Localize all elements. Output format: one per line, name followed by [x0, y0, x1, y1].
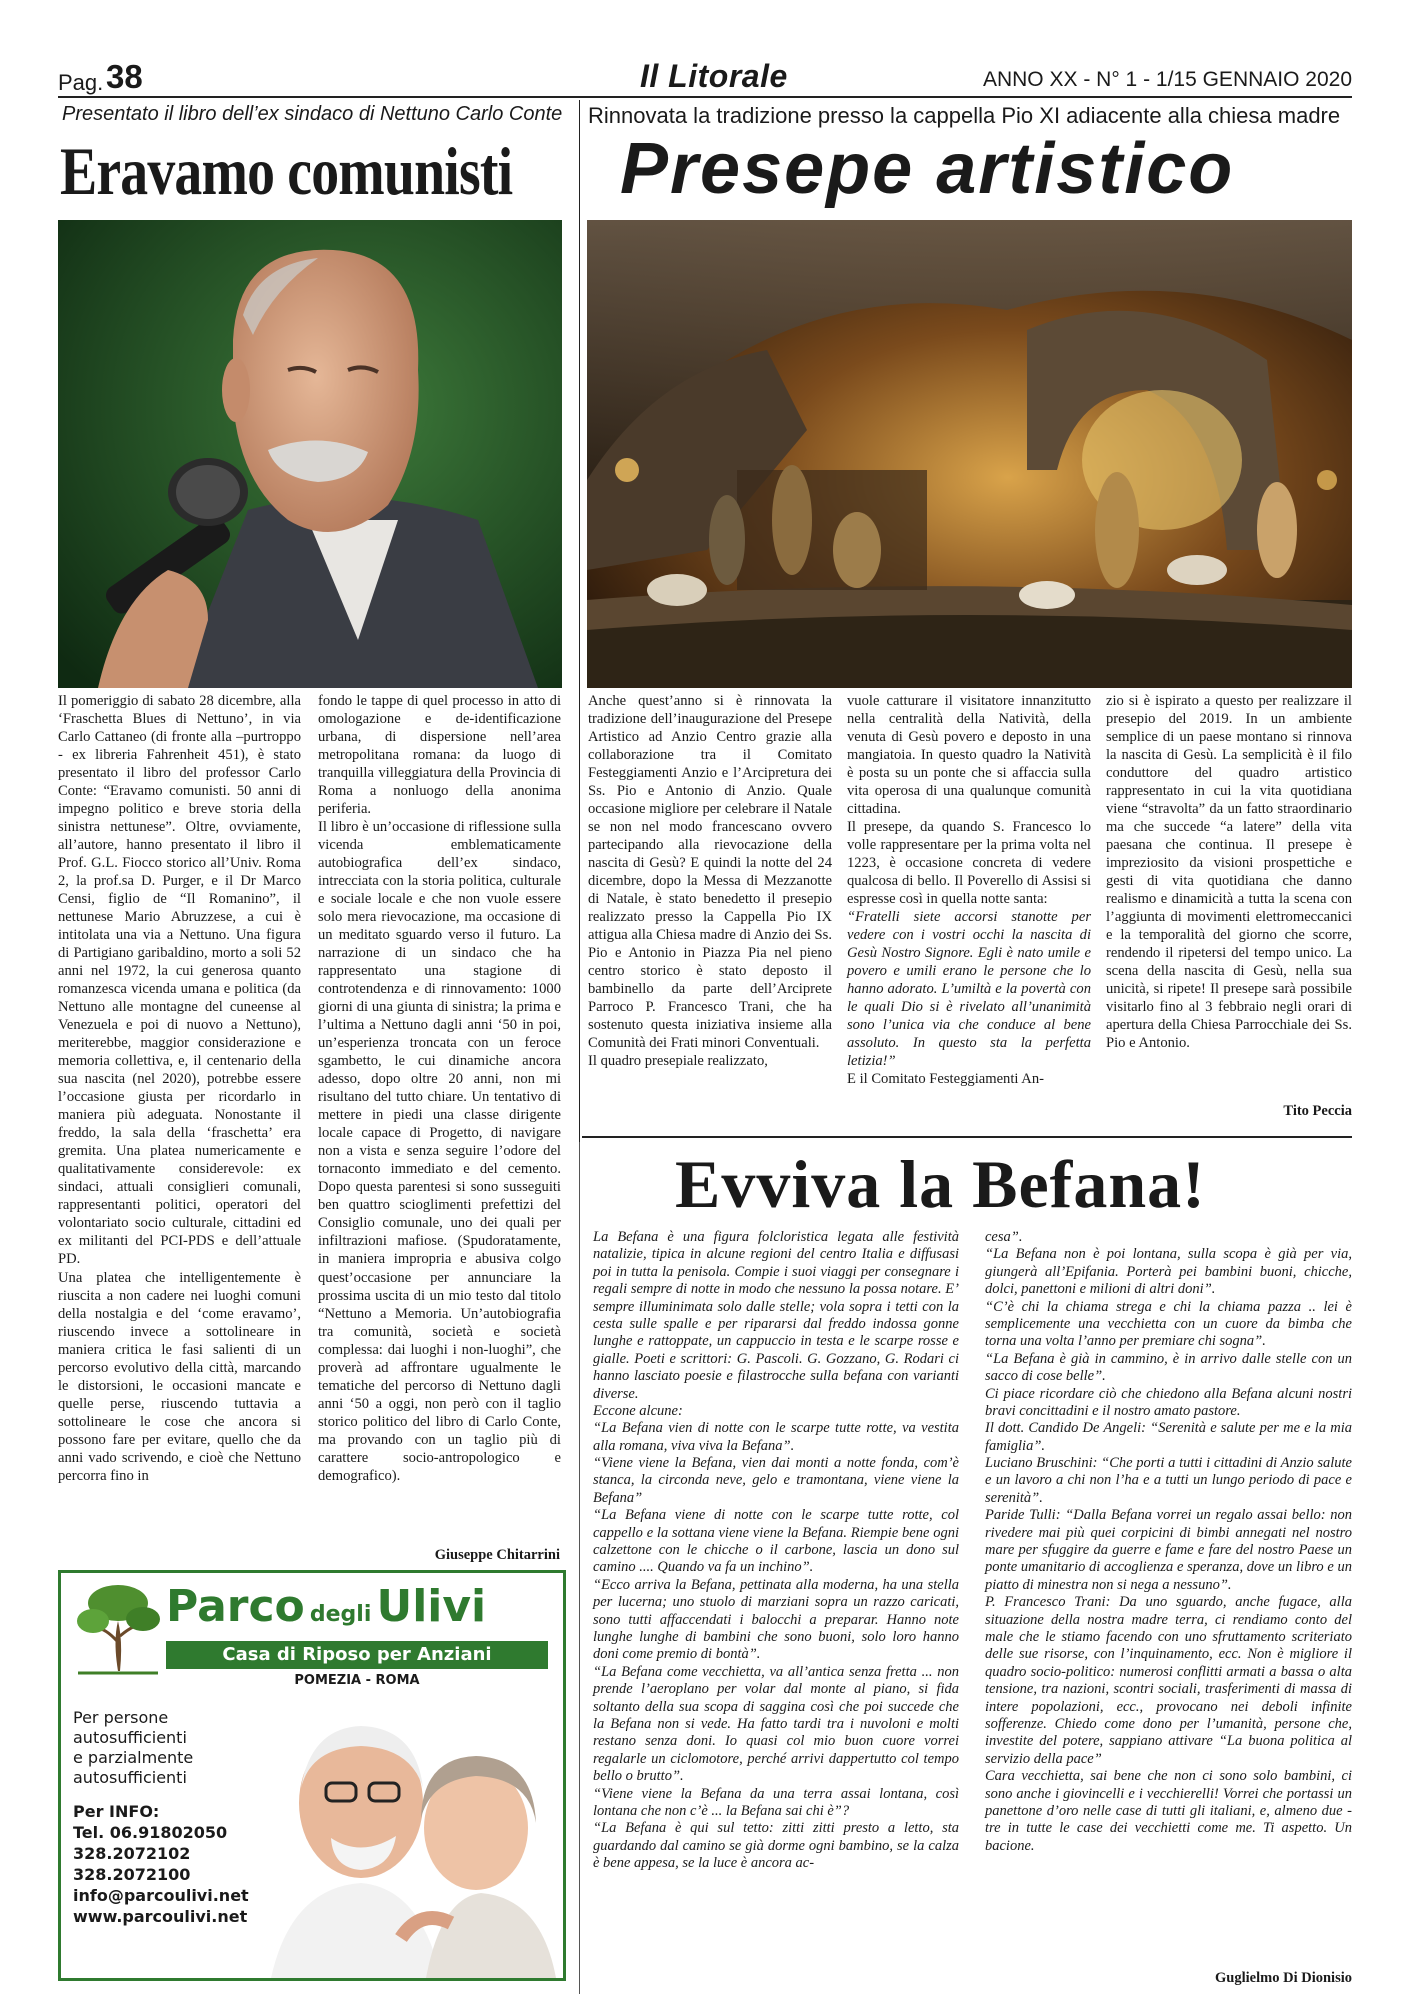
article3-paragraph: Il dott. Candido De Angeli: “Serenità e salute per me e la mia famiglia”. — [985, 1420, 1352, 1454]
ad-tagline: autosufficienti — [73, 1728, 187, 1747]
article3-paragraph: Paride Tulli: “Dalla Befana vorrei un regalo assai bello: non rivedere mai più quei corpicini di bimbi annegati nel nostro mare per sfuggire da guerre e fame e fare del nostro Paese un ponte umanitario di accoglienza e speranza, dove un libro e un piatto di minestra non si nega a nessuno”. — [985, 1507, 1352, 1593]
article2-paragraph: Il quadro presepiale realizzato, — [588, 1053, 768, 1070]
article1-column-2 — [318, 692, 561, 1485]
olive-tree-logo — [73, 1581, 163, 1676]
article2-paragraph: vuole catturare il visitatore innanzitutto nella centralità della Natività, della venuta di Gesù povero e deposto in una mangiatoia. In questo quadro la Natività è posta su un ponte che si affaccia sulla vita operosa di una qualunque comunità cittadina. — [847, 693, 1091, 818]
ad-phone[interactable]: 328.2072100 — [73, 1865, 191, 1884]
article2-signature: Tito Peccia — [1283, 1103, 1352, 1119]
ad-banner: Casa di Riposo per Anziani — [166, 1641, 548, 1669]
masthead: Il Litorale — [640, 58, 788, 94]
article3-column-2 — [985, 1229, 1352, 1855]
article3-title: Evviva la Befana! — [675, 1146, 1206, 1222]
ad-website-link[interactable]: www.parcoulivi.net — [73, 1907, 248, 1926]
article3-column-1 — [593, 1229, 959, 1872]
article2-quote: “Fratelli siete accorsi stanotte per vedere con i vostri occhi la nascita di Gesù Nostro Signore. Egli è nato umile e povero e umili erano le persone che lo hanno adorato. L’umiltà e la povertà con le quali Dio si è rivelato all’unanimità sono l’unica via che conduce al bene assoluto. In questo sta la perfetta letizia!” — [847, 909, 1091, 1070]
page-label: Pag. — [58, 70, 104, 95]
article3-paragraph: “La Befana è qui sul tetto: zitti zitti presto a letto, sta guardando dal camino se già dorme ogni bambino, se la calza è bene appesa, se la luce è ancora ac- — [593, 1820, 959, 1872]
article2-column-1 — [588, 692, 832, 1070]
ad-phone[interactable]: 328.2072102 — [73, 1844, 191, 1863]
article2-paragraph: Il presepe, da quando S. Francesco lo volle rappresentare per la prima volta nel 1223, è occasione concreta di vedere qualcosa di bello. Il Poverello di Assisi si espresse così in quella notte santa: — [847, 819, 1091, 908]
article3-paragraph: “Viene viene la Befana, vien dai monti a notte fonda, com’è stanca, la circonda neve, gelo e tramontana, viene viene la Befana” — [593, 1455, 959, 1506]
article3-paragraph: La Befana è una figura folcloristica legata alle festività natalizie, tipica in alcune regioni del centro Italia e diffusasi poi in tutta la penisola. Compie i suoi viaggi per consegnare i regali sempre di notte in modo che nessuno la possa notare. E’ sempre illuminimata solo dalle stelle; vola sopra i tetti con la cesta sulle spalle e per ripararsi dal freddo indossa gonne lunghe e rattoppate, un cappuccio in testa e le scarpe rosse e gialle. Poeti e scrittori: G. Pascoli. G. Gozzano, G. Rodari ci hanno lasciato poesie e filastrocche sulla befana con varianti diverse. — [593, 1229, 959, 1402]
issue-info: ANNO XX - N° 1 - 1/15 GENNAIO 2020 — [982, 68, 1352, 91]
nativity-scene-photo — [587, 220, 1352, 688]
ad-brand-parco: Parco — [166, 1581, 305, 1632]
ad-tagline: e parzialmente — [73, 1748, 194, 1767]
article1-column-1 — [58, 692, 301, 1485]
article2-paragraph: Anche quest’anno si è rinnovata la tradizione dell’inaugurazione del Presepe Artistico ad Anzio Centro grazie alla collaborazione tra il Comitato Festeggiamenti Anzio e l’Arcipretura dei Ss. Pio e Antonio di Anzio. Quale occasione migliore per celebrare il Natale se non nel modo francescano ovvero partecipando alla rievocazione della nascita di Gesù? E quindi la notte del 24 dicembre, dopo la Messa di Mezzanotte di Natale, è stato benedetto il presepio realizzato presso la Cappella Pio IX attigua alla Chiesa madre di Anzio dei Ss. Pio e Antonio in Piazza Pia nel pieno centro storico è stato deposto il bambinello da parte dell’Arciprete Parroco P. Francesco Trani, che ha sostenuto questa iniziativa insieme alla Comunità dei Frati minori Conventuali. — [588, 693, 832, 1052]
ad-location: POMEZIA - ROMA — [294, 1673, 420, 1688]
article3-paragraph: Ci piace ricordare ciò che chiedono alla Befana alcuni nostri bravi concittadini e il nostro amato pastore. — [985, 1385, 1352, 1419]
parco-ulivi-ad[interactable] — [58, 1570, 566, 1981]
article1-paragraph: Il pomeriggio di sabato 28 dicembre, alla ‘Fraschetta Blues di Nettuno’, in via Carlo Cattaneo (di fronte alla –purtroppo - ex libreria Fahrenheit 451), è stato presentato il libro del professor Carlo Conte: “Eravamo comunisti. 50 anni di impegno politico e breve storia della sinistra nettunese”. Oltre, ovviamente, all’autore, hanno presentato il libro il Prof. G.L. Fiocco storico all’Univ. Roma 2, la prof.sa D. Purger, e il Dr Marco Censi, figlio de “Il Romanino”, il nettunese Mario Abruzzese, a cui è intitolata una via a Nettuno. Una figura di Partigiano garibaldino, morto a soli 52 anni nel 1972, la cui generosa quanto romanzesca vicenda umana e politica (da Nettuno alle montagne del cuneense al Venezuela e poi di nuovo a Nettuno), meriterebbe, maggior considerazione e memoria collettiva, e, il centenario della sua nascita (nel 2020), potrebbe essere l’occasione giusta per ricordarlo in maniera più adeguata. Nonostante il freddo, la sala della ‘fraschetta’ era gremita. Una platea numericamente e qualitativamente considerevole: ex sindaci, attuali consiglieri comunali, rappresentanti politici, operatori del volontariato socio culturale, cittadini ed ex militanti del PCI-PDS e dell’attuale PD. — [58, 693, 301, 1268]
article3-paragraph: “La Befana è già in cammino, è in arrivo dalle stelle con un sacco di cose belle”. — [985, 1350, 1352, 1385]
ad-phone[interactable]: Tel. 06.91802050 — [73, 1823, 228, 1842]
article2-paragraph: E il Comitato Festeggiamenti An- — [847, 1071, 1044, 1088]
article1-paragraph: Il libro è un’occasione di riflessione sulla vicenda emblematicamente autobiografica dell’ex sindaco, intrecciata con la storia politica, culturale e sociale locale e che non vuole essere solo mera rievocazione, ma occasione di un meditato sguardo verso il futuro. La narrazione di un sindaco che ha rappresentato una stagione di controtendenza e di rinnovamento: 1000 giorni di una giunta di sinistra; la prima e l’ultima a Nettuno dagli anni ‘50 in poi, un’esperienza troncata con un feroce sgambetto, le cui dinamiche ancora adesso, dopo oltre 20 anni, non mi risultano del tutto chiare. Un tentativo di mettere in piedi una classe dirigente locale capace di Progetto, di navigare non a vista e senza seguire l’odore del tornaconto immediato e del cemento. Dopo questa parentesi si sono susseguiti ben quattro scioglimenti prefettizi del Consiglio comunale, uno dei quali per infiltrazioni mafiose. (Spudoratamente, in maniera impropria e abusiva colgo quest’occasione per annunciare la prossima uscita di un mio testo dal titolo “Nettuno a Memoria. Un’autobiografia tra comunità, società e società complessa: dai luoghi i non-luoghi”, che proverà ad affrontare ugualmente le tematiche del percorso di Nettuno dagli anni ‘50 a oggi, non però con il taglio storico politico del libro di Carlo Conte, ma provando con un taglio più di carattere socio-antropologico e demografico). — [318, 819, 561, 1484]
header-rule — [58, 96, 1352, 98]
column-separator-lower — [579, 1142, 580, 1994]
article3-paragraph: cesa”. — [985, 1229, 1023, 1245]
page-number: 38 — [106, 58, 143, 95]
article3-signature: Guglielmo Di Dionisio — [1215, 1970, 1352, 1986]
article3-paragraph: “La Befana viene di notte con le scarpe tutte rotte, col cappello e la sottana viene viene la Befana. Riempie bene ogni calzettone con le chicche o il carbone, lascia un dono sul camino .... Quando va fa un inchino”. — [593, 1507, 959, 1576]
speaker-photo — [58, 220, 562, 688]
ad-info-label: Per INFO: — [73, 1802, 160, 1821]
article3-paragraph: “Ecco arriva la Befana, pettinata alla moderna, ha una stella per lucerna; uno stuolo di marziani sopra un razzo caricati, sono tutti affaccendati i balocchi a preparar. Hanno note lunghe lunghe di bambini che sono buoni, solo loro hanno doni come premio di bontà”. — [593, 1576, 959, 1663]
ad-brand-degli: degli — [309, 1602, 372, 1627]
article2-title: Presepe artistico — [620, 129, 1235, 209]
article3-paragraph: “La Befana non è poi lontana, sulla scopa è già per via, giungerà all’Epifania. Porterà pei bambini buoni, chicche, dolci, panettoni e milioni di altri doni”. — [985, 1246, 1352, 1298]
elderly-couple-photo — [251, 1708, 561, 1978]
ad-tagline: Per persone — [73, 1708, 169, 1727]
article1-paragraph: fondo le tappe di quel processo in atto di omologazione e de-identificazione urbana, di dispersione nell’area metropolitana romana: da luogo di tranquilla villeggiatura della Provincia di Roma a nonluogo della anonima periferia. — [318, 693, 561, 818]
article1-signature: Giuseppe Chitarrini — [434, 1547, 560, 1563]
article2-column-3 — [1106, 692, 1352, 1052]
article3-paragraph: “Viene viene la Befana da una terra assai lontana, così lontana che non c’è ... la Befana sai chi è”? — [593, 1785, 959, 1819]
article2-column-2 — [847, 692, 1091, 1088]
ad-brand-ulivi: Ulivi — [376, 1581, 487, 1632]
article1-kicker: Presentato il libro dell’ex sindaco di Nettuno Carlo Conte — [62, 103, 563, 125]
article3-paragraph: “La Befana come vecchietta, va all’antica senza fretta ... non prende l’aeroplano per volar dal monte al piano, si fida soltanto della sua scopa di saggina così che poi succede che la Befana non si vede. Ha fatto tardi tra i nuvoloni e molti restano senza doni. Io quasi col mio buon cuore vorrei regalarle un ciclomotore, perché arrivi dappertutto col tempo bello o brutto”. — [593, 1663, 959, 1785]
article3-paragraph: P. Francesco Trani: Da uno sguardo, anche fugace, alla situazione della nostra madre terra, ci rendiamo conto del male che le stiamo facendo con uno sfruttamento scriteriato delle sue risorse, con l’inquinamento, ecc. Non è migliore il quadro socio-politico: numerosi conflitti armati a bassa o alta tensione, tra nazioni, scontri sociali, trasferimenti di massa di intere popolazioni, ecc., provocano nei deboli infinite sofferenze. Chiedo come dono per l’umanità, persone che, investite del potere, sappiano attivare “La buona politica al servizio della pace” — [985, 1594, 1352, 1767]
article1-title: Eravamo comunisti — [60, 133, 513, 209]
article3-paragraph: “C’è chi la chiama strega e chi la chiama pazza .. lei è semplicemente una vecchietta con un cuore da bimba che torna una volta l’anno per premiare chi sogna”. — [985, 1298, 1352, 1350]
ad-tagline: autosufficienti — [73, 1768, 187, 1787]
article3-paragraph: Luciano Bruschini: “Che porti a tutti i cittadini di Anzio salute e un lavoro a chi non l’ha e a tutti un lungo periodo di pace e serenità”. — [985, 1455, 1352, 1506]
section-rule — [582, 1136, 1352, 1138]
article3-paragraph: Cara vecchietta, sai bene che non ci sono solo bambini, ci sono anche i giovincelli e i vecchierelli! Vorrei che portassi un panettone d’oro nelle case di tutti gli italiani, e, almeno due - tre in tutte le case dei vecchietti come me. Ti aspetto. Un bacione. — [985, 1768, 1352, 1854]
column-separator — [579, 100, 580, 1235]
article1-paragraph: Una platea che intelligentemente è riuscita a non cadere nei luoghi comuni della nostalgia e del ‘come eravamo’, riuscendo invece a sottolineare in maniera critica le fasi salienti di un percorso evolutivo della città, marcando le distorsioni, le occasioni mancate e quelle perse, riuscendo tuttavia a sottolineare le cose che ancora si possono fare per evitare, quello che da anni vado scrivendo, e cioè che Nettuno percorra fino in — [58, 1269, 301, 1484]
article2-paragraph: zio si è ispirato a questo per realizzare il presepio del 2019. In un ambiente semplice di un paese montano si rinnova la nascita di Gesù. La semplicità è il filo conduttore del quadro artistico rappresentato in cui la vita quotidiana viene “stravolta” da un fatto straordinario ma che succede “a latere” della vita paesana che continua. Il presepe è impreziosito da visioni prospettiche e gesti di vita quotidiana che danno realismo e dinamicità a tutta la scena con l’aggiunta di movimenti elettromeccanici e la temporalità del giorno che scorre, rendendo il ripetersi del tempo unico. La scena della nascita di Gesù, nella sua unicità, si ripete! Il presepe sarà possibile visitarlo fino al 3 febbraio negli orari di apertura della Chiesa Parrocchiale dei Ss. Pio e Antonio. — [1106, 693, 1352, 1052]
article3-paragraph: “La Befana vien di notte con le scarpe tutte rotte, va vestita alla romana, viva viva la Befana”. — [593, 1420, 959, 1454]
ad-email-link[interactable]: info@parcoulivi.net — [73, 1886, 249, 1905]
article3-paragraph: Eccone alcune: — [593, 1402, 683, 1419]
article2-kicker: Rinnovata la tradizione presso la cappella Pio XI adiacente alla chiesa madre — [588, 103, 1341, 128]
